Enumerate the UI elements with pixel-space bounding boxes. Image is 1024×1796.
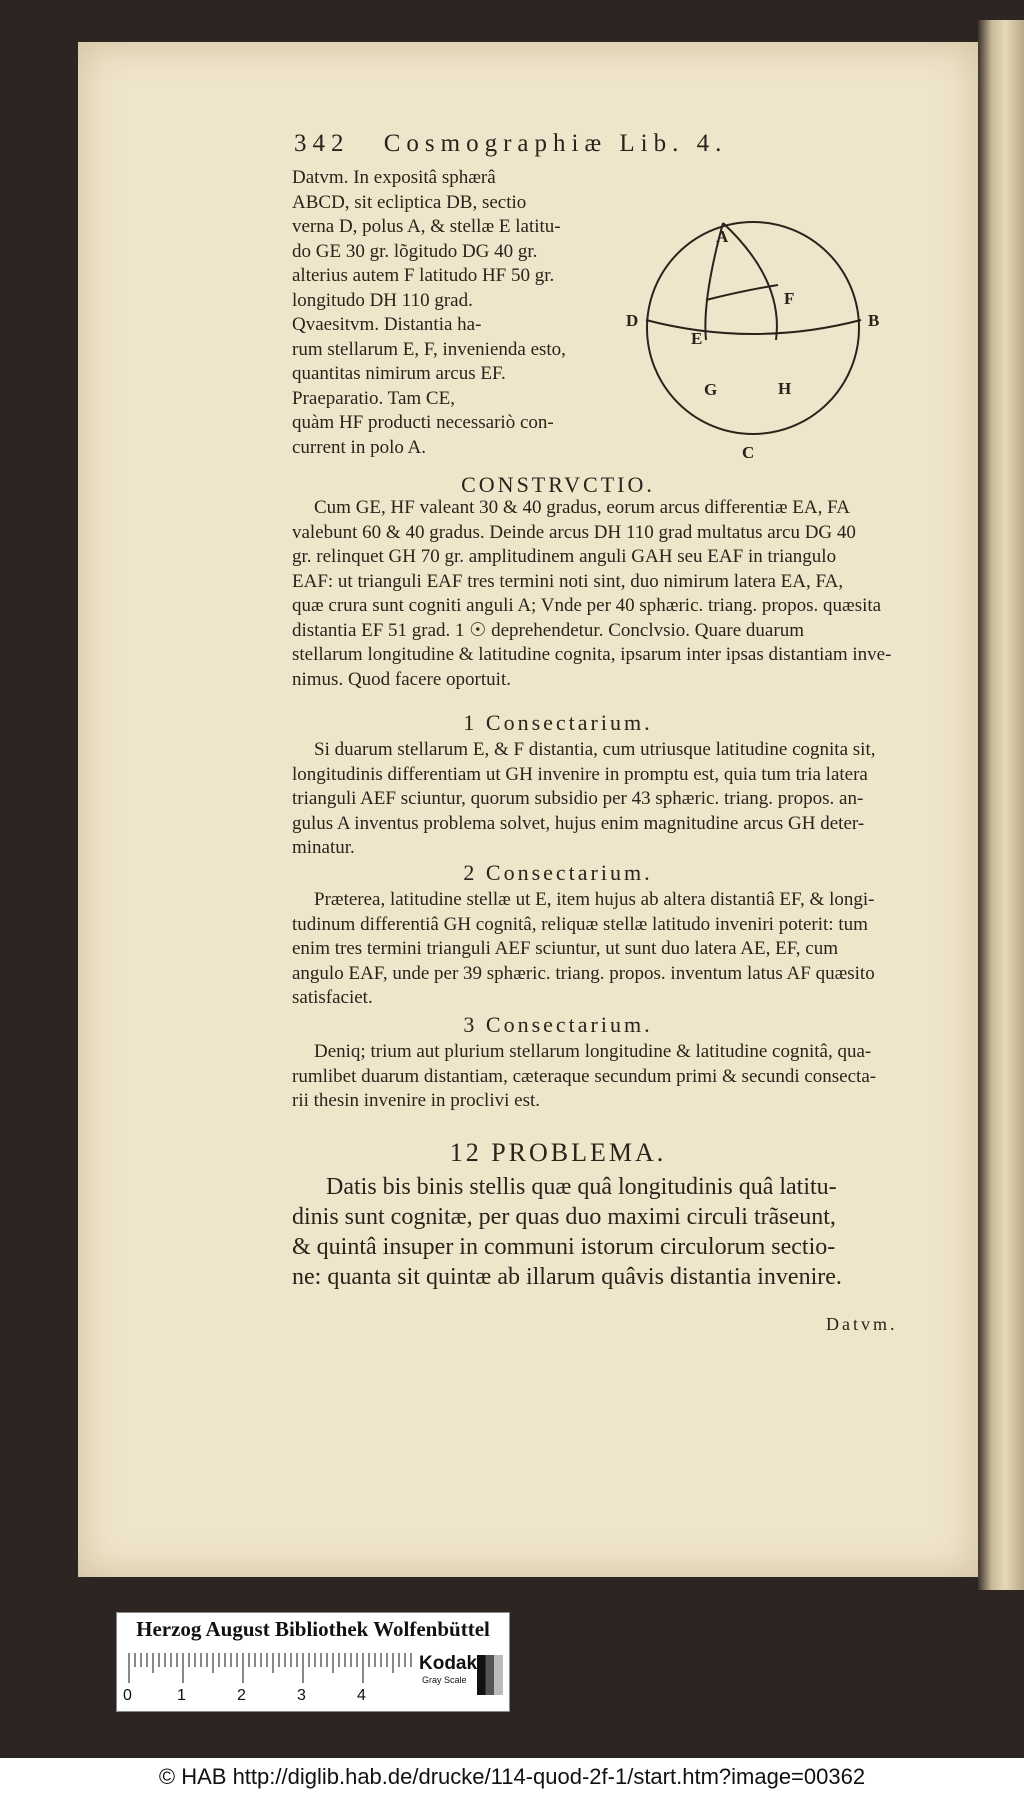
- text-line: rii thesin invenire in proclivi est.: [292, 1090, 541, 1111]
- text-line: Si duarum stellarum E, & F distantia, cum utriusque latitudine cognita sit,: [314, 739, 876, 760]
- sphere-diagram: [606, 180, 966, 510]
- problema-heading: 12 PROBLEMA.: [449, 1138, 667, 1167]
- label-a: A: [716, 227, 729, 246]
- text-line: Deniq; trium aut plurium stellarum longitudine & latitudine cognitâ, qua-: [314, 1041, 872, 1062]
- problema-statement: [292, 1172, 992, 1292]
- text-line: Qvaesitvm. Distantia ha-: [292, 314, 482, 335]
- text-line: enim tres termini trianguli AEF sciuntur, ut sunt duo latera AE, EF, cum: [292, 938, 838, 959]
- text-line: trianguli AEF sciuntur, quorum subsidio per 43 sphæric. triang. propos. an-: [292, 788, 864, 809]
- gray-scale-label: Gray Scale: [422, 1675, 467, 1685]
- consectarium-1-heading: 1 Consectarium.: [463, 710, 653, 735]
- running-head: [294, 130, 727, 158]
- text-line: ABCD, sit ecliptica DB, sectio: [292, 191, 527, 213]
- text-line: Datvm. In expositâ sphærâ: [292, 167, 496, 188]
- text-line: EAF: ut trianguli EAF tres termini noti sint, duo nimirum latera EA, FA,: [292, 570, 844, 592]
- text-line: quàm HF producti necessariò con-: [292, 412, 554, 433]
- text-line: Cum GE, HF valeant 30 & 40 gradus, eorum arcus differentiæ EA, FA: [314, 497, 850, 518]
- consectarium-2-heading: 2 Consectarium.: [463, 860, 653, 885]
- scale-number: 0: [123, 1687, 132, 1704]
- label-c: C: [742, 443, 755, 462]
- text-line: do GE 30 gr. lõgitudo DG 40 gr.: [292, 240, 538, 262]
- text-line: valebunt 60 & 40 gradus. Deinde arcus DH 110 grad multatus arcu DG 40: [292, 521, 856, 543]
- text-line: minatur.: [292, 837, 355, 858]
- scale-number: 2: [237, 1687, 246, 1704]
- text-line: quæ crura sunt cogniti anguli A; Vnde per 40 sphæric. triang. propos. quæsita: [292, 595, 882, 616]
- text-line: satisfaciet.: [292, 987, 373, 1008]
- scale-number: 3: [297, 1687, 306, 1704]
- consectarium-1-paragraph: [292, 738, 992, 861]
- scale-ruler: [127, 1653, 417, 1685]
- text-line: & quintâ insuper in communi istorum circulorum sectio-: [292, 1234, 836, 1260]
- footer-credit: © HAB http://diglib.hab.de/drucke/114-quod-2f-1/start.htm?image=00362: [0, 1758, 1024, 1796]
- text-line: rum stellarum E, F, invenienda esto,: [292, 338, 566, 360]
- text-line: Datis bis binis stellis quæ quâ longitudinis quâ latitu-: [326, 1174, 837, 1200]
- label-f: F: [784, 289, 795, 308]
- text-line: Præterea, latitudine stellæ ut E, item hujus ab altera distantiâ EF, & longi-: [314, 889, 875, 910]
- text-line: alterius autem F latitudo HF 50 gr.: [292, 265, 555, 286]
- arc-a-h: [723, 223, 777, 340]
- label-b: B: [868, 311, 880, 330]
- label-e: E: [691, 329, 703, 348]
- catchword: Datvm.: [826, 1314, 898, 1334]
- text-line: dinis sunt cognitæ, per quas duo maximi circuli trãseunt,: [292, 1204, 836, 1230]
- ecliptic-arc: [646, 320, 861, 334]
- color-card: [116, 1612, 510, 1712]
- label-g: G: [704, 380, 718, 399]
- consectarium-3-heading: 3 Consectarium.: [463, 1012, 653, 1037]
- text-line: rumlibet duarum distantiam, cæteraque secundum primi & secundi consecta-: [292, 1065, 877, 1087]
- kodak-logo: Kodak: [419, 1653, 478, 1674]
- arc-e-f: [706, 285, 778, 300]
- text-line: gulus A inventus problema solvet, hujus enim magnitudine arcus GH deter-: [292, 812, 865, 834]
- text-line: nimus. Quod facere oportuit.: [292, 668, 511, 690]
- running-title: Cosmographiæ Lib. 4.: [383, 130, 728, 157]
- text-line: gr. relinquet GH 70 gr. amplitudinem anguli GAH seu EAF in triangulo: [292, 546, 837, 567]
- text-line: longitudo DH 110 grad.: [292, 289, 473, 311]
- text-line: ne: quanta sit quintæ ab illarum quâvis distantia invenire.: [292, 1264, 842, 1290]
- book-page: [78, 42, 978, 1577]
- text-line: stellarum longitudine & latitudine cognita, ipsarum inter ipsas distantiam inve-: [292, 644, 892, 665]
- text-line: longitudinis differentiam ut GH invenire in promptu est, quia tum tria latera: [292, 763, 868, 785]
- page-number: 342: [294, 130, 350, 157]
- text-line: tudinum differentiâ GH cognitâ, reliquæ stellæ latitudo inveniri poterit: tum: [292, 913, 868, 935]
- library-name: Herzog August Bibliothek Wolfenbüttel: [136, 1617, 490, 1641]
- text-line: verna D, polus A, & stellæ E latitu-: [292, 216, 561, 237]
- consectarium-3-paragraph: [292, 1040, 992, 1114]
- consectarium-2-paragraph: [292, 888, 992, 1011]
- constructio-heading: CONSTRVCTIO.: [461, 472, 655, 497]
- gray-swatch: [477, 1655, 503, 1695]
- text-line: distantia EF 51 grad. 1 ☉ deprehendetur. Conclvsio. Quare duarum: [292, 619, 804, 641]
- text-line: current in polo A.: [292, 436, 427, 458]
- text-line: angulo EAF, unde per 39 sphæric. triang. propos. inventum latus AF quæsito: [292, 962, 875, 984]
- text-line: Praeparatio. Tam CE,: [292, 387, 455, 409]
- scale-number: 4: [357, 1687, 366, 1704]
- label-d: D: [626, 311, 639, 330]
- label-h: H: [778, 379, 792, 398]
- constructio-paragraph: [292, 496, 992, 692]
- scale-number: 1: [177, 1687, 186, 1704]
- text-line: quantitas nimirum arcus EF.: [292, 363, 506, 384]
